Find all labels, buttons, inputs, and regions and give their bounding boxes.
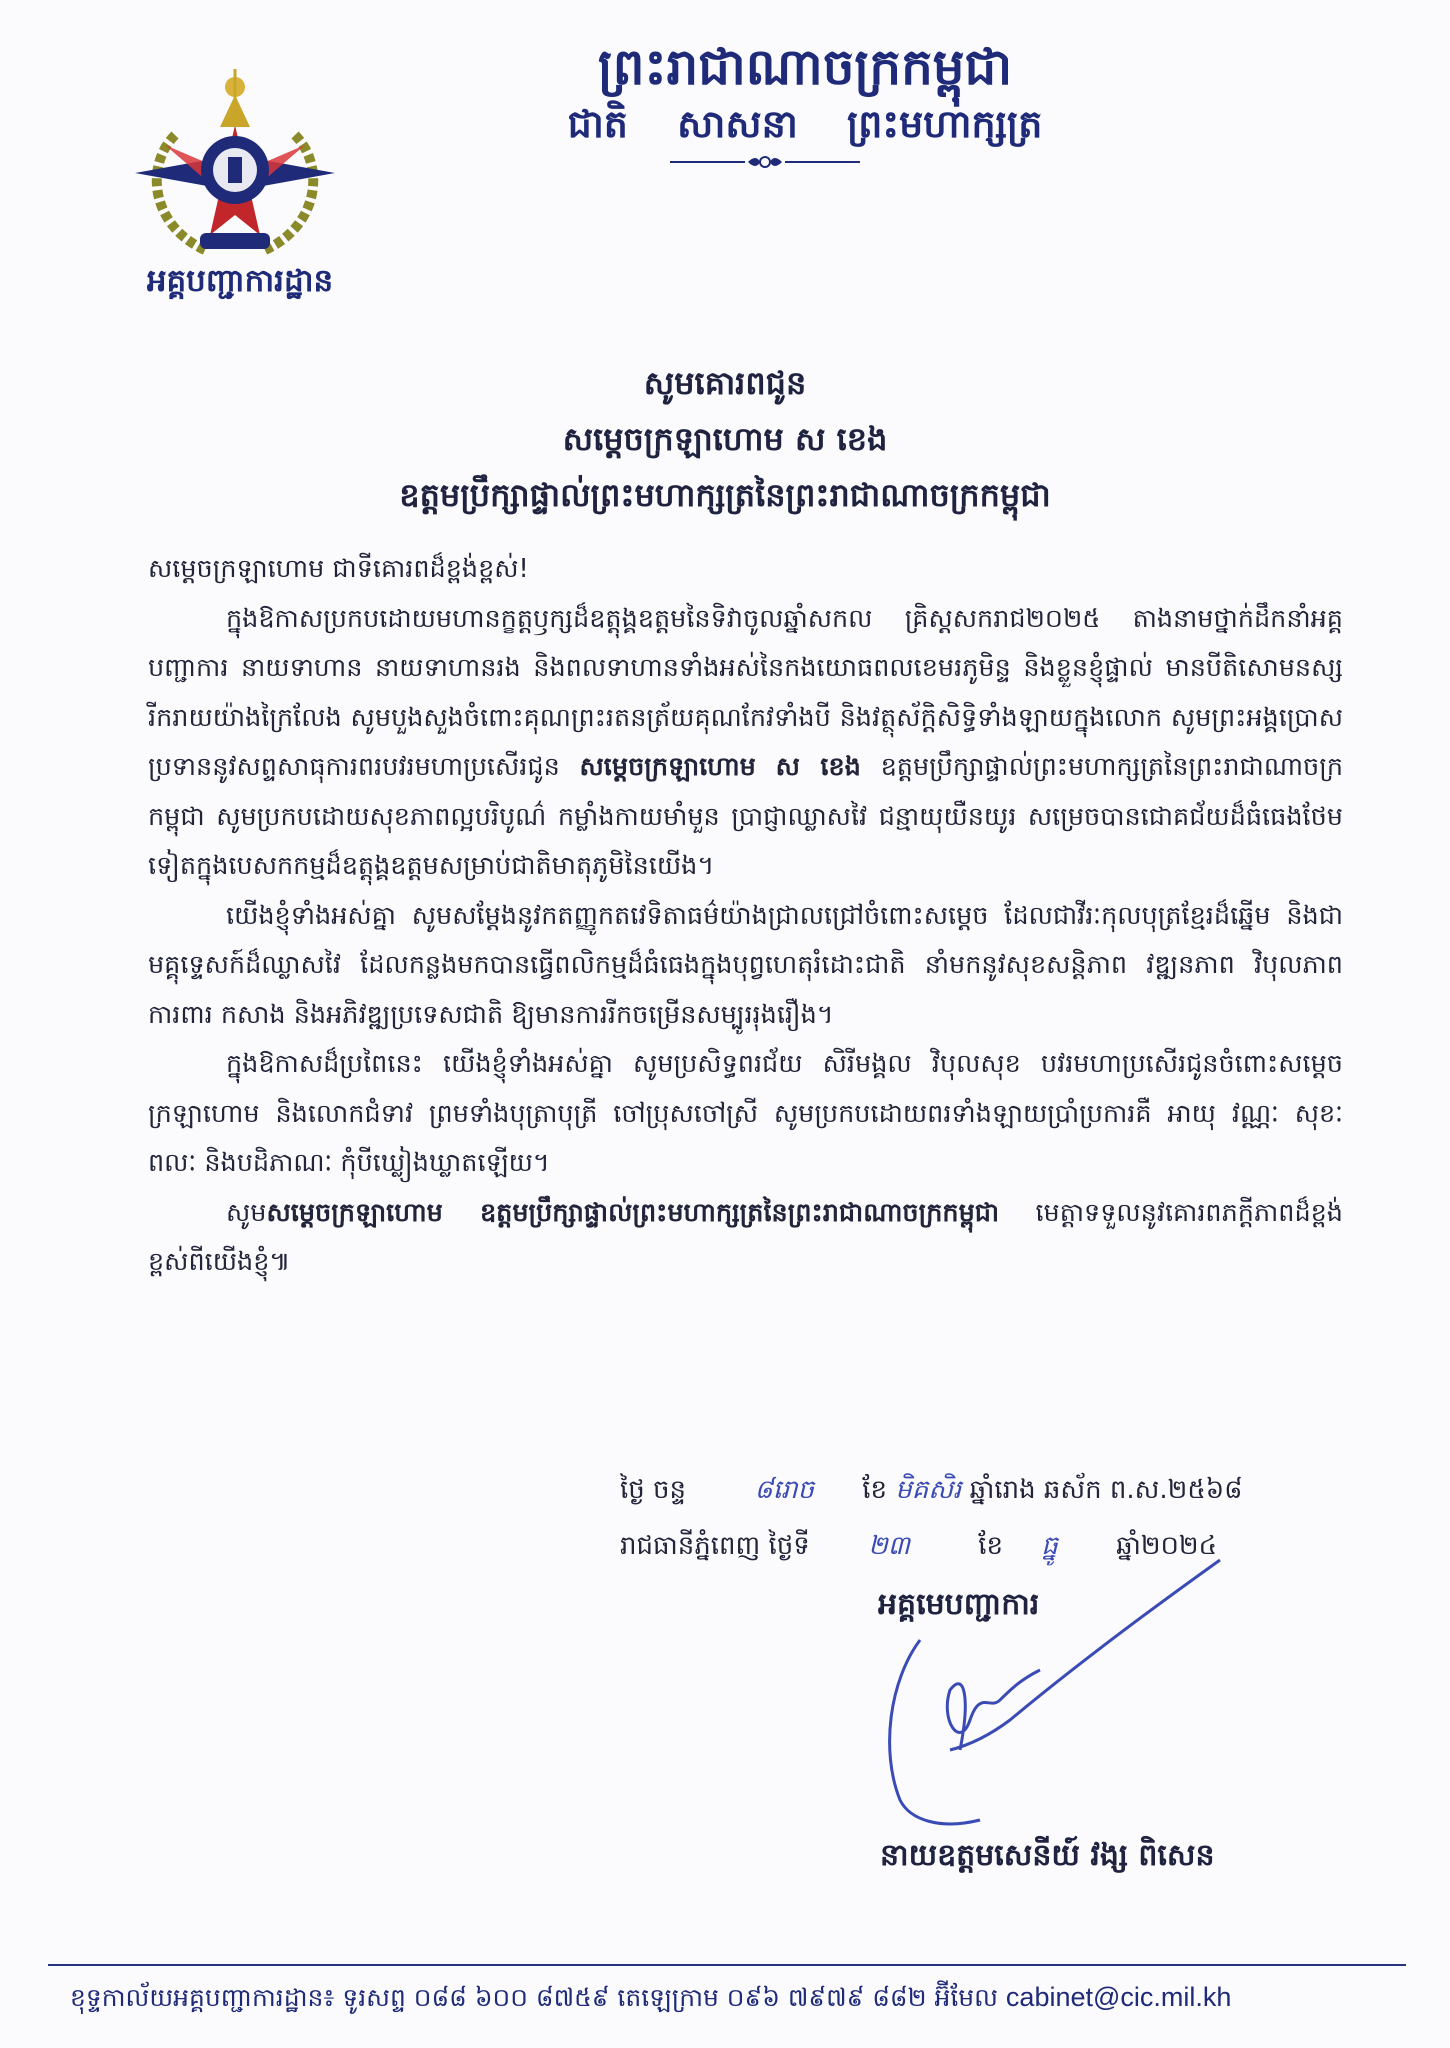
paragraph-1-name: សម្តេចក្រឡាហោម	[579, 752, 756, 782]
lunar-year: ឆ្នាំរោង ឆស័ក ព.ស.២៥៦៨	[969, 1475, 1243, 1505]
footer-email[interactable]: cabinet@cic.mil.kh	[1005, 1982, 1232, 2012]
recipient-name: សម្តេចក្រឡាហោម ស ខេង	[562, 420, 888, 458]
lunar-month: មិគសិរ	[895, 1475, 962, 1505]
day-name: ចន្ទ	[653, 1475, 687, 1505]
recipient-greeting: សូមគោរពជូន	[643, 364, 807, 402]
kingdom-title: ព្រះរាជាណាចក្រកម្ពុជា	[597, 38, 1013, 96]
day-number: ២៣	[868, 1531, 910, 1561]
signer-title: អគ្គមេបញ្ជាការ	[878, 1587, 1040, 1622]
footer	[70, 1982, 1410, 2019]
day-label: ថ្ងៃ	[620, 1475, 645, 1505]
military-emblem-icon	[125, 65, 345, 269]
national-motto: ជាតិ សាសនា ព្រះមហាក្សត្រ	[567, 102, 1043, 146]
paragraph-4-name: សម្តេចក្រឡាហោម ឧត្តមប្រឹក្សាផ្ទាល់ព្រះមហាក្សត្រនៃព្រះរាជាណាចក្រកម្ពុជា	[266, 1197, 1000, 1228]
paragraph-4-rest: មេត្តាទទួលនូវគោរពភក្តីភាពដ៏ខ្ពង់ខ្ពស់ពីយើងខ្ញុំ៕	[148, 1197, 1343, 1277]
handwritten-signature	[870, 1550, 1230, 1844]
salutation: សម្តេចក្រឡាហោម ជាទីគោរពដ៏ខ្ពង់ខ្ពស់!	[148, 554, 529, 584]
letter-body	[148, 545, 1343, 1288]
paragraph-1-name2: ស ខេង	[775, 752, 861, 782]
lunar-day: ៨រោច	[754, 1475, 814, 1505]
recipient-title: ឧត្តមប្រឹក្សាផ្ទាល់ព្រះមហាក្សត្រនៃព្រះរាជាណាចក្រកម្ពុជា	[399, 476, 1051, 514]
solar-year: ឆ្នាំ២០២៤	[1116, 1531, 1217, 1561]
paragraph-1-text: ក្នុងឱកាសប្រកបដោយមហានក្ខត្តឫក្សដ៏ឧត្តុង្គឧត្តមនៃទិវាចូលឆ្នាំសកល គ្រិស្តសករាជ២០២៥ តាងនាមថ្នាក់ដឹកនាំអគ្គបញ្ជាការ នាយទាហាន នាយទាហានរង និងពលទាហានទាំងអស់នៃកងយោធពលខេមរភូមិន្ទ និងខ្លួនខ្ញុំផ្ទាល់ មានបីតិសោមនស្សរីករាយយ៉ាងក្រៃលែង សូមបួងសួងចំពោះគុណព្រះរតនត្រ័យគុណកែវទាំងបី និងវត្ថុស័ក្តិសិទ្ធិទាំងឡាយក្នុងលោក សូមព្រះអង្គប្រោសប្រទាននូវសព្ទសាធុការពរបវរមហាប្រសើរជូន	[148, 603, 1343, 782]
month-label-2: ខែ	[978, 1531, 1004, 1561]
footer-contact: ខុទ្ទកាល័យអគ្គបញ្ជាការដ្ឋាន៖ ទូរសព្ទ ០៨៨ ៦០០ ៨៧៥៩ តេឡេក្រាម ០៩៦ ៧៩៧៩ ៨៨២ អ៊ីមែល	[70, 1983, 998, 2012]
signer-name: នាយឧត្តមសេនីយ៍ វង្ស ពិសេន	[880, 1838, 1215, 1873]
ornament-divider	[670, 152, 860, 176]
recipient-block	[160, 355, 1290, 523]
paragraph-3: ក្នុងឱកាសដ៏ប្រពៃនេះ យើងខ្ញុំទាំងអស់គ្នា សូមប្រសិទ្ធពរជ័យ សិរីមង្គល វិបុលសុខ បវរមហាប្រសើរជូនចំពោះសម្តេចក្រឡាហោម និងលោកជំទាវ ព្រមទាំងបុត្រាបុត្រី ចៅប្រុសចៅស្រី សូមប្រកបដោយពរទាំងឡាយប្រាំប្រការគឺ អាយុ វណ្ណៈ សុខៈ ពលៈ និងបដិភាណៈ កុំបីឃ្លៀងឃ្លាតឡើយ។	[148, 1049, 1343, 1178]
month-label: ខែ	[862, 1475, 888, 1505]
paragraph-1-rest: ឧត្តមប្រឹក្សាផ្ទាល់ព្រះមហាក្សត្រនៃព្រះរាជាណាចក្រកម្ពុជា សូមប្រកបដោយសុខភាពល្អបរិបូណ៌ កម្លាំងកាយមាំមួន ប្រាជ្ញាឈ្លាសវៃ ជន្មាយុយឺនយូរ សម្រេចបានជោគជ័យដ៏ធំធេងថែមទៀតក្នុងបេសកកម្មដ៏ឧត្តុង្គឧត្តមសម្រាប់ជាតិមាតុភូមិនៃយើង។	[148, 752, 1344, 881]
paragraph-4-lead: សូម	[226, 1197, 267, 1228]
paragraph-2: យើងខ្ញុំទាំងអស់គ្នា សូមសម្តែងនូវកតញ្ញូកតវេទិតាធម៌យ៉ាងជ្រាលជ្រៅចំពោះសម្តេច ដែលជាវីរៈកុលបុត្រខ្មែរដ៏ឆ្នើម និងជាមគ្គុទ្ទេសក៍ដ៏ឈ្លាសវៃ ដែលកន្លងមកបានធ្វើពលិកម្មដ៏ធំធេងក្នុងបុព្វហេតុរំដោះជាតិ នាំមកនូវសុខសន្តិភាព វឌ្ឍនភាព វិបុលភាព ការពារ កសាង និងអភិវឌ្ឍប្រទេសជាតិ ឱ្យមានការរីកចម្រើនសម្បូររុងរឿង។	[148, 900, 1343, 1030]
paragraph-4	[148, 1189, 1343, 1288]
date-place: រាជធានីភ្នំពេញ ថ្ងៃទី	[620, 1531, 810, 1561]
letterhead	[480, 36, 1130, 150]
org-name: អគ្គបញ្ជាការដ្ឋាន	[146, 263, 334, 299]
paragraph-1	[148, 595, 1343, 892]
month-name: ធ្នូ	[1041, 1531, 1058, 1561]
lunar-date-line	[620, 1462, 1360, 1518]
footer-divider	[48, 1964, 1406, 1966]
